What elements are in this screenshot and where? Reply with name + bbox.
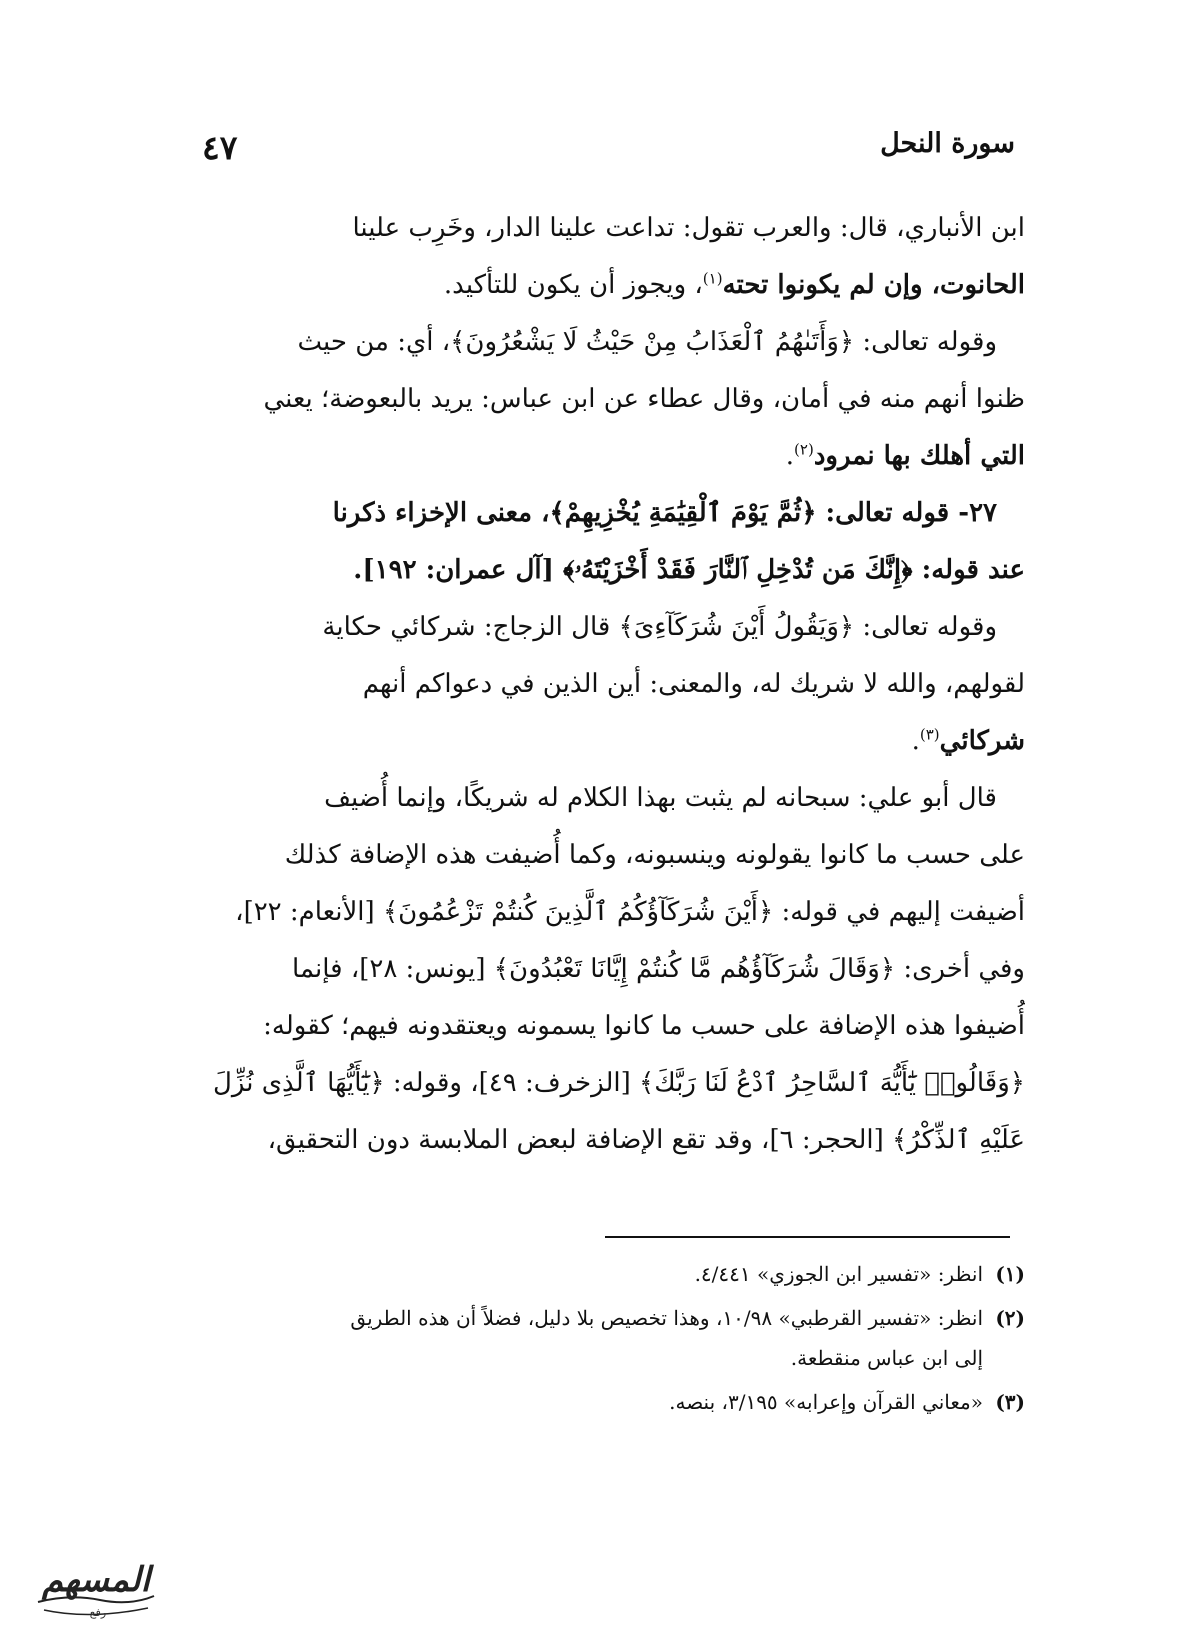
text-line: ٢٧- قوله تعالى: ﴿ثُمَّ يَوْمَ ٱلْقِيَٰمَةِ يُخْزِيهِمْ﴾، معنى الإخزاء ذكرنا: [332, 498, 997, 528]
footnote-number: (٣): [995, 1390, 1025, 1414]
footnote: [145, 1254, 1025, 1294]
surah-title: سورة النحل: [880, 128, 1015, 159]
footnotes: [145, 1254, 1025, 1426]
page-number: ٤٧: [202, 128, 238, 167]
publisher-logo: [30, 1550, 160, 1630]
text-line: أضيفت إليهم في قوله: ﴿أَيْنَ شُرَكَآؤُكُمُ ٱلَّذِينَ كُنتُمْ تَزْعُمُونَ﴾ [الأنعام: ٢٢]،: [235, 897, 1025, 927]
text-line: ﴿وَقَالُوا۟ يَٰٓأَيُّهَ ٱلسَّاحِرُ ٱدْعُ لَنَا رَبَّكَ﴾ [الزخرف: ٤٩]، وقوله: ﴿يَٰٓأَيُّهَا ٱلَّذِى نُزِّلَ: [212, 1068, 1025, 1098]
footnote: [145, 1382, 1025, 1422]
footnote: [145, 1298, 1025, 1378]
footnote-ref-3: (٣): [919, 725, 940, 744]
text-line: [145, 428, 1025, 485]
footnote-text: [145, 1254, 983, 1294]
footnote-line: انظر: «تفسير ابن الجوزي» ٤/٤٤١.: [694, 1262, 983, 1286]
text-line: [145, 257, 1025, 314]
footnote-number: (١): [995, 1262, 1025, 1286]
text-fragment: .: [785, 441, 795, 471]
text-fragment: شركائي: [939, 726, 1025, 756]
text-fragment: .: [911, 726, 920, 756]
text-line: ظنوا أنهم منه في أمان، وقال عطاء عن ابن عباس: يريد بالبعوضة؛ يعني: [263, 384, 1025, 414]
footnote-line: «معاني القرآن وإعرابه» ٣/١٩٥، بنصه.: [669, 1390, 983, 1414]
text-line: وقوله تعالى: ﴿وَأَتَىٰهُمُ ٱلْعَذَابُ مِنْ حَيْثُ لَا يَشْعُرُونَ﴾، أي: من حيث: [297, 327, 997, 357]
footnote-number: (٢): [995, 1306, 1025, 1330]
text-line: [145, 713, 1025, 770]
footnote-ref-1: (١): [702, 269, 723, 288]
footnote-text: [145, 1298, 983, 1378]
text-fragment: ، ويجوز أن يكون للتأكيد.: [443, 270, 703, 300]
text-line: أُضيفوا هذه الإضافة على حسب ما كانوا يسمونه ويعتقدونه فيهم؛ كقوله:: [263, 1011, 1025, 1041]
text-line: على حسب ما كانوا يقولونه وينسبونه، وكما أُضيفت هذه الإضافة كذلك: [284, 840, 1025, 870]
footnote-text: [145, 1382, 983, 1422]
text-fragment: التي أهلك بها نمرود: [813, 441, 1025, 471]
logo-small-text: رفع: [89, 1606, 107, 1619]
text-line: وقوله تعالى: ﴿وَيَقُولُ أَيْنَ شُرَكَآءِىَ﴾ قال الزجاج: شركائي حكاية: [322, 612, 997, 642]
text-line: وفي أخرى: ﴿وَقَالَ شُرَكَآؤُهُم مَّا كُنتُمْ إِيَّانَا تَعْبُدُونَ﴾ [يونس: ٢٨]، فإنما: [292, 954, 1025, 984]
text-line: عند قوله: ﴿إِنَّكَ مَن تُدْخِلِ ٱلنَّارَ فَقَدْ أَخْزَيْتَهُۥ﴾ [آل عمران: ١٩٢].: [353, 555, 1025, 585]
text-line: لقولهم، والله لا شريك له، والمعنى: أين الذين في دعواكم أنهم: [362, 669, 1025, 699]
footnote-line: انظر: «تفسير القرطبي» ١٠/٩٨، وهذا تخصيص بلا دليل، فضلاً أن هذه الطريق: [350, 1306, 983, 1330]
text-line: ابن الأنباري، قال: والعرب تقول: تداعت علينا الدار، وخَرِب علينا: [352, 213, 1025, 243]
footnote-separator: [605, 1236, 1010, 1238]
logo-text: المسهم: [41, 1560, 151, 1600]
footnote-ref-2: (٢): [794, 440, 814, 459]
main-text: [145, 200, 1025, 1169]
page-header: [0, 128, 1185, 178]
footnote-line: إلى ابن عباس منقطعة.: [790, 1346, 983, 1370]
text-fragment: الحانوت، وإن لم يكونوا تحته: [722, 270, 1025, 300]
text-line: قال أبو علي: سبحانه لم يثبت بهذا الكلام له شريكًا، وإنما أُضيف: [324, 783, 997, 813]
text-line: عَلَيْهِ ٱلذِّكْرُ﴾ [الحجر: ٦]، وقد تقع الإضافة لبعض الملابسة دون التحقيق،: [267, 1125, 1025, 1155]
